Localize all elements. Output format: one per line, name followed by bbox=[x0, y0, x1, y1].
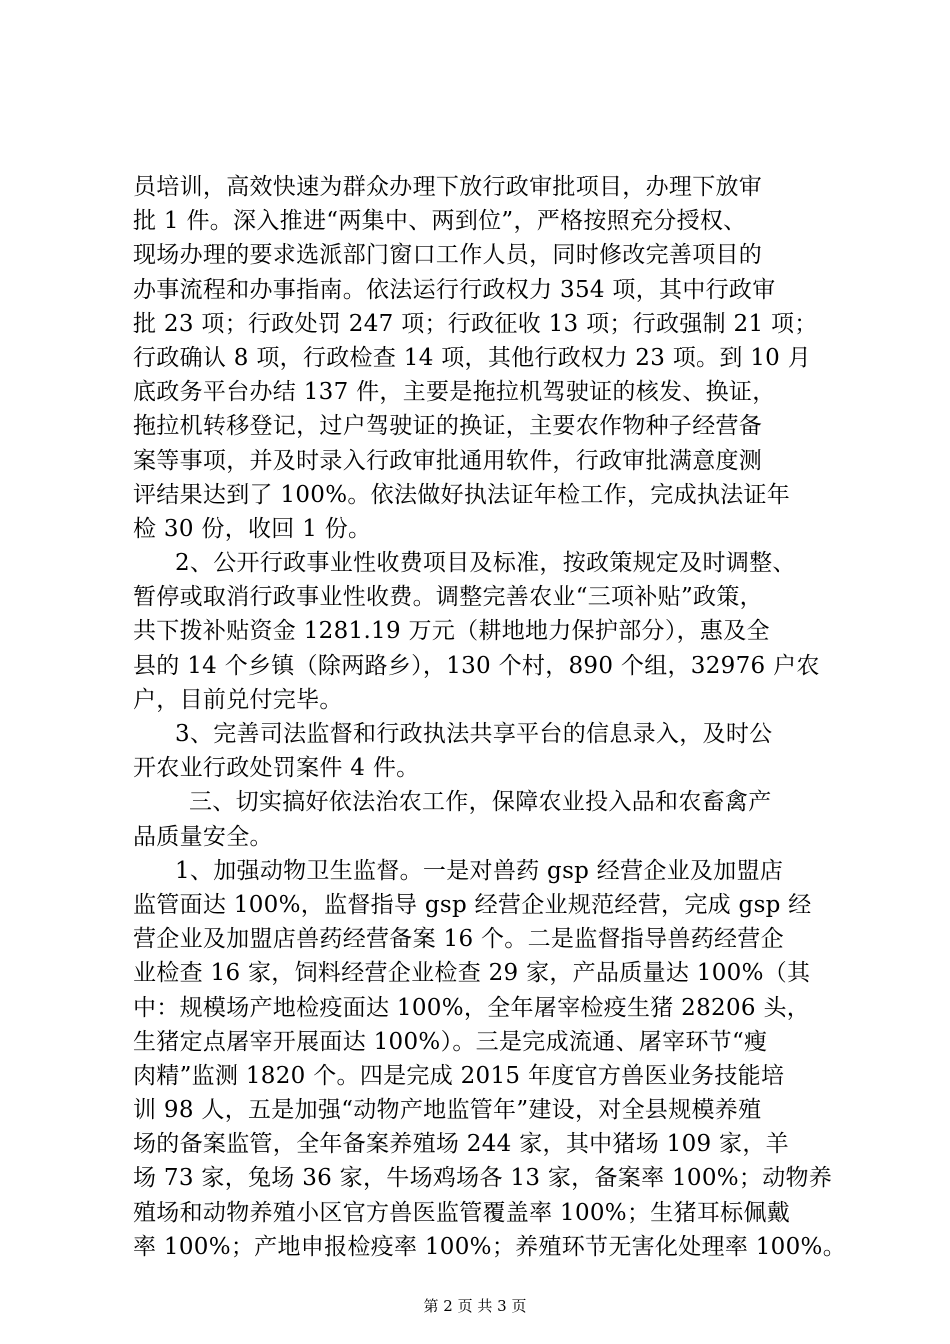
text-line: 暂停或取消行政事业性收费。调整完善农业“三项补贴”政策， bbox=[133, 584, 763, 611]
text-line: 办事流程和办事指南。依法运行行政权力 354 项，其中行政审 bbox=[133, 276, 776, 303]
text-line: 殖场和动物养殖小区官方兽医监管覆盖率 100%；生猪耳标佩戴 bbox=[133, 1199, 791, 1226]
text-line: 案等事项，并及时录入行政审批通用软件，行政审批满意度测 bbox=[133, 447, 763, 474]
text-line: 训 98 人，五是加强“动物产地监管年”建设，对全县规模养殖 bbox=[133, 1097, 762, 1124]
section-heading-line: 三、切实搞好依法治农工作，保障农业投入品和农畜禽产 bbox=[189, 789, 772, 816]
text-line: 肉精”监测 1820 个。四是完成 2015 年度官方兽医业务技能培 bbox=[133, 1062, 785, 1089]
document-body bbox=[133, 170, 846, 1264]
page-number-footer: 第 2 页 共 3 页 bbox=[423, 1297, 527, 1315]
text-line: 场的备案监管，全年备案养殖场 244 家，其中猪场 109 家，羊 bbox=[133, 1131, 789, 1158]
text-line: 共下拨补贴资金 1281.19 万元（耕地地力保护部分），惠及全 bbox=[133, 618, 770, 645]
text-line: 监管面达 100%，监督指导 gsp 经营企业规范经营，完成 gsp 经 bbox=[133, 891, 812, 918]
text-line: 底政务平台办结 137 件，主要是拖拉机驾驶证的核发、换证， bbox=[133, 379, 776, 406]
text-line: 场 73 家，兔场 36 家，牛场鸡场各 13 家，备案率 100%；动物养 bbox=[133, 1165, 833, 1192]
text-line: 业检查 16 家，饲料经营企业检查 29 家，产品质量达 100%（其 bbox=[133, 960, 811, 987]
paragraph-start-line: 3、完善司法监督和行政执法共享平台的信息录入，及时公 bbox=[175, 721, 773, 747]
text-line: 批 23 项；行政处罚 247 项；行政征收 13 项；行政强制 21 项； bbox=[133, 310, 818, 337]
text-line: 中：规模场产地检疫面达 100%，全年屠宰检疫生猪 28206 头， bbox=[133, 994, 811, 1021]
text-line: 户，目前兑付完毕。 bbox=[133, 686, 343, 713]
paragraph-start-line: 2、公开行政事业性收费项目及标准，按政策规定及时调整、 bbox=[175, 550, 796, 577]
text-line: 员培训，高效快速为群众办理下放行政审批项目，办理下放审 bbox=[133, 174, 763, 200]
text-line: 品质量安全。 bbox=[133, 823, 273, 850]
text-line: 生猪定点屠宰开展面达 100%）。三是完成流通、屠宰环节“瘦 bbox=[133, 1028, 768, 1055]
text-line: 现场办理的要求选派部门窗口工作人员，同时修改完善项目的 bbox=[133, 242, 763, 269]
text-line: 县的 14 个乡镇（除两路乡），130 个村，890 个组，32976 户农 bbox=[133, 652, 820, 679]
text-line: 拖拉机转移登记，过户驾驶证的换证，主要农作物种子经营备 bbox=[133, 413, 763, 440]
text-line: 评结果达到了 100%。依法做好执法证年检工作，完成执法证年 bbox=[133, 481, 791, 508]
paragraph-start-line: 1、加强动物卫生监督。一是对兽药 gsp 经营企业及加盟店 bbox=[175, 857, 784, 884]
text-line: 率 100%；产地申报检疫率 100%；养殖环节无害化处理率 100%。 bbox=[133, 1233, 846, 1260]
text-line: 行政确认 8 项，行政检查 14 项，其他行政权力 23 项。到 10 月 bbox=[133, 344, 812, 371]
text-line: 检 30 份，收回 1 份。 bbox=[133, 515, 372, 542]
text-line: 批 1 件。深入推进“两集中、两到位”，严格按照充分授权、 bbox=[133, 208, 747, 235]
text-line: 开农业行政处罚案件 4 件。 bbox=[133, 755, 420, 782]
text-line: 营企业及加盟店兽药经营备案 16 个。二是监督指导兽药经营企 bbox=[133, 926, 784, 953]
